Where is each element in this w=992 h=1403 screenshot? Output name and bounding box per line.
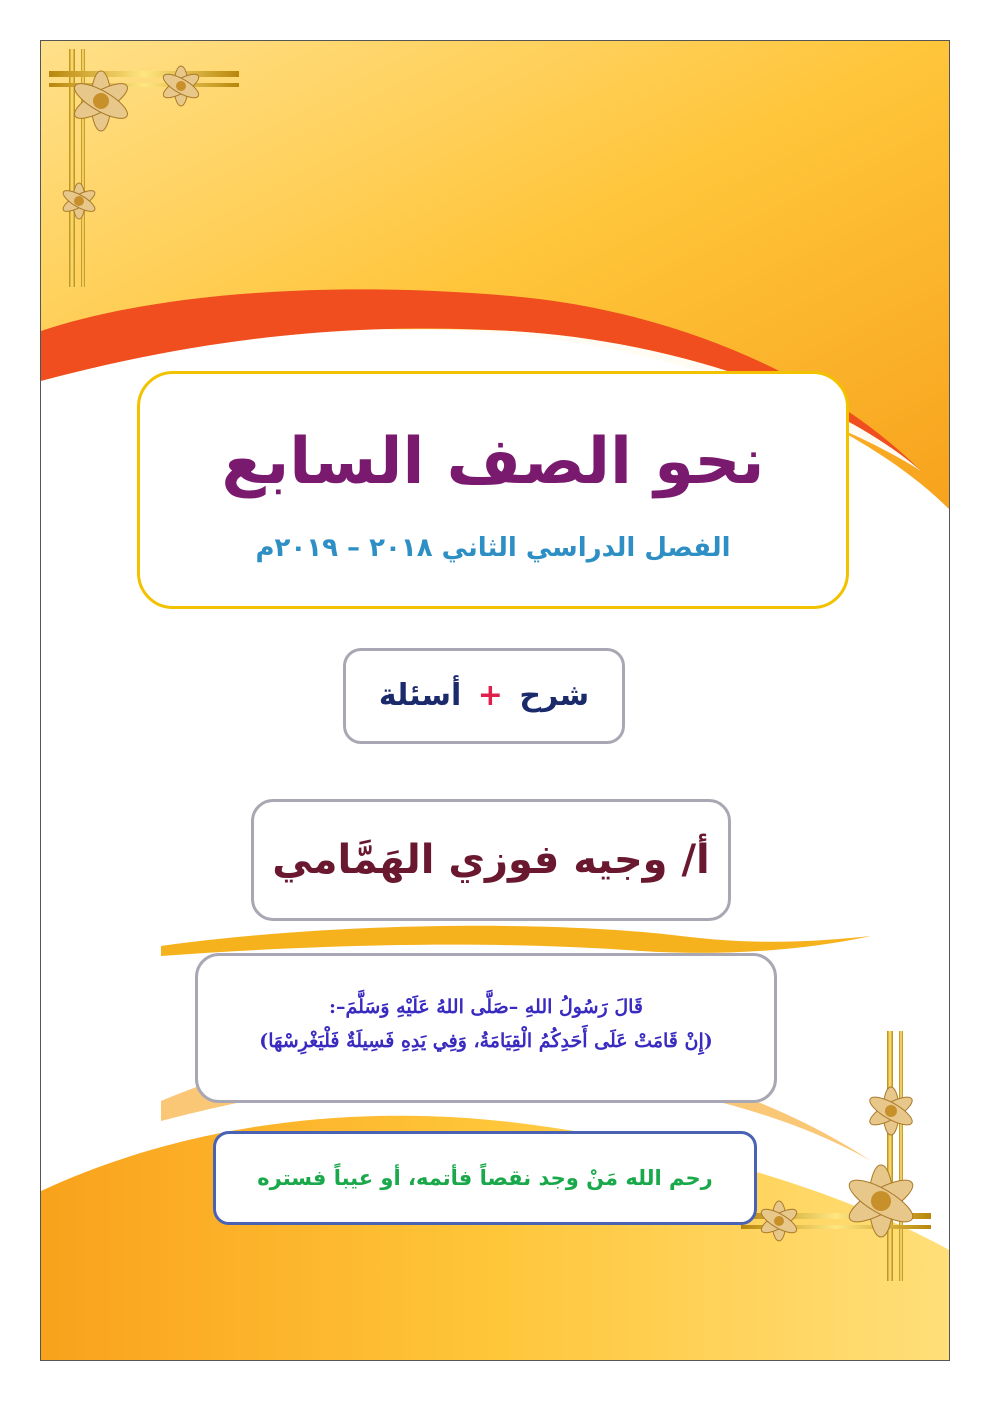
prayer-text: رحم الله مَنْ وجد نقصاً فأتمه، أو عيباً فستره bbox=[257, 1166, 713, 1190]
explanation-label: شرح bbox=[519, 678, 590, 713]
author-box bbox=[251, 799, 731, 921]
hadith-text: (إِنْ قَامَتْ عَلَى أَحَدِكُمُ الْقِيَامَةُ، وَفِي يَدِهِ فَسِيلَةٌ فَلْيَغْرِسْهَا) bbox=[259, 1030, 713, 1052]
plus-sign: + bbox=[477, 678, 503, 713]
hadith-box bbox=[195, 953, 777, 1103]
questions-label: أسئلة bbox=[378, 678, 462, 713]
hadith-intro: قَالَ رَسُولُ اللهِ –صَلَّى اللهُ عَلَيْهِ وَسَلَّمَ–: bbox=[328, 996, 644, 1018]
semester-subtitle: الفصل الدراسي الثاني ٢٠١٨ – ٢٠١٩م bbox=[255, 533, 731, 563]
title-box bbox=[137, 371, 849, 609]
author-name: أ/ وجيه فوزي الهَمَّامي bbox=[272, 837, 710, 883]
prayer-box bbox=[213, 1131, 757, 1225]
flower-corner-top-left-icon bbox=[41, 41, 251, 291]
page-frame bbox=[40, 40, 950, 1361]
content-type-label bbox=[346, 651, 622, 741]
content-type-box bbox=[343, 648, 625, 744]
page-title: نحو الصف السابع bbox=[221, 425, 765, 499]
